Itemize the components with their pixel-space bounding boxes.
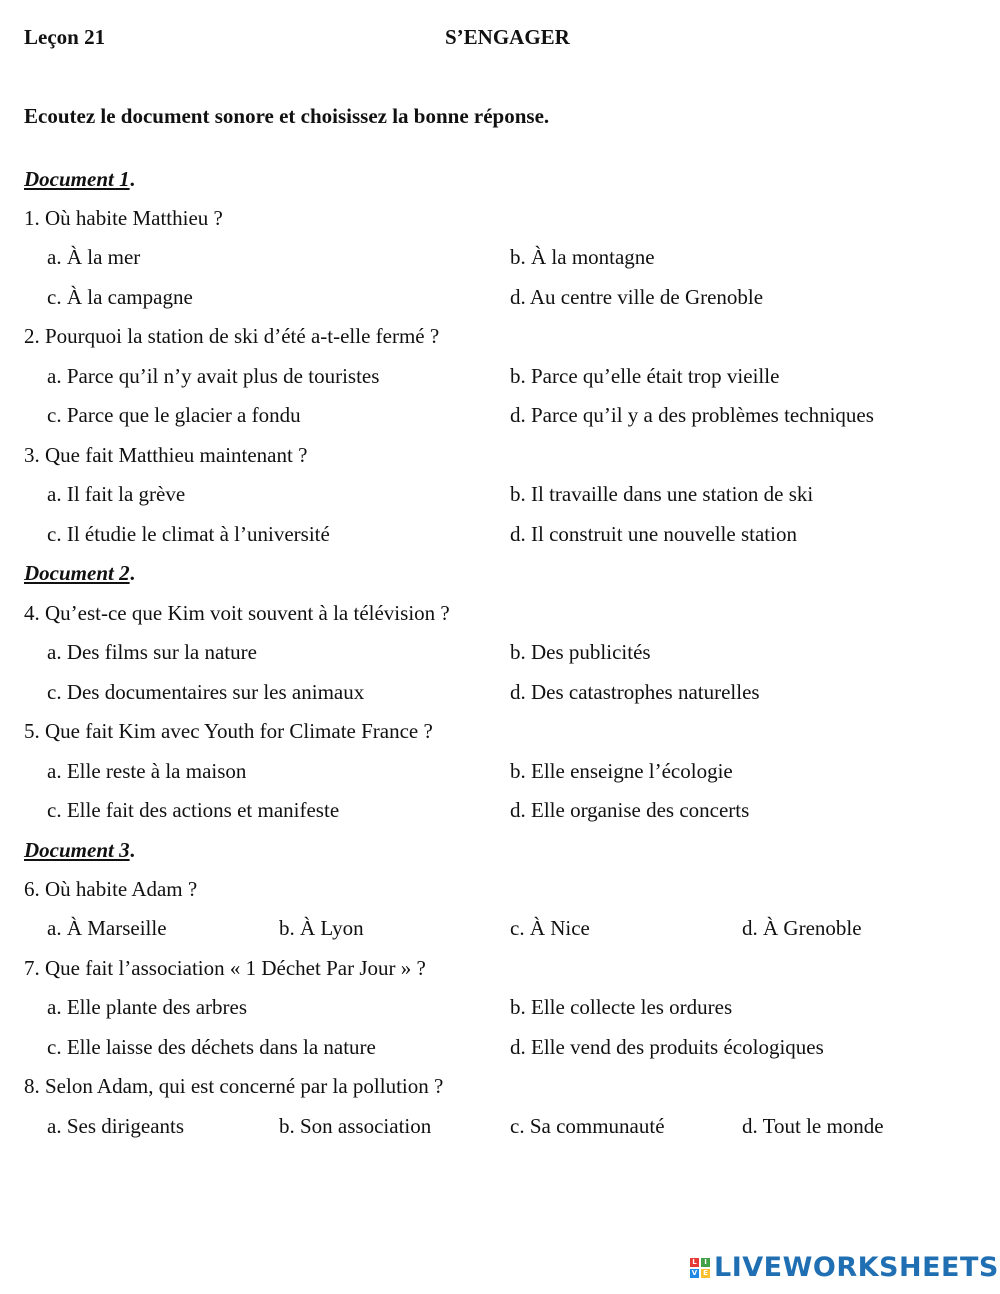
option-4a[interactable]: a. Des films sur la nature [47, 640, 257, 664]
question-6: 6. Où habite Adam ? [24, 877, 198, 901]
option-1d[interactable]: d. Au centre ville de Grenoble [510, 285, 764, 309]
question-1: 1. Où habite Matthieu ? [24, 206, 223, 230]
document-3-heading: Document 3. [24, 838, 135, 862]
option-6c[interactable]: c. À Nice [510, 916, 590, 940]
option-5c[interactable]: c. Elle fait des actions et manifeste [47, 798, 340, 822]
option-3b[interactable]: b. Il travaille dans une station de ski [510, 482, 814, 506]
question-7: 7. Que fait l’association « 1 Déchet Par Jour » ? [24, 956, 426, 980]
option-2b[interactable]: b. Parce qu’elle était trop vieille [510, 364, 780, 388]
liveworksheets-logo-icon: L I V E [690, 1258, 710, 1278]
option-5d[interactable]: d. Elle organise des concerts [510, 798, 750, 822]
lesson-number: Leçon 21 [24, 25, 106, 49]
option-3c[interactable]: c. Il étudie le climat à l’université [47, 522, 330, 546]
question-3: 3. Que fait Matthieu maintenant ? [24, 443, 308, 467]
document-2-heading: Document 2. [24, 561, 135, 585]
question-5: 5. Que fait Kim avec Youth for Climate France ? [24, 719, 433, 743]
option-6a[interactable]: a. À Marseille [47, 916, 167, 940]
option-8a[interactable]: a. Ses dirigeants [47, 1114, 185, 1138]
option-7b[interactable]: b. Elle collecte les ordures [510, 995, 733, 1019]
option-8c[interactable]: c. Sa communauté [510, 1114, 665, 1138]
question-4: 4. Qu’est-ce que Kim voit souvent à la télévision ? [24, 601, 450, 625]
liveworksheets-logo[interactable] [690, 1252, 999, 1283]
instruction: Ecoutez le document sonore et choisissez la bonne réponse. [24, 104, 550, 128]
page-title: S’ENGAGER [445, 25, 570, 49]
option-4c[interactable]: c. Des documentaires sur les animaux [47, 680, 365, 704]
option-7c[interactable]: c. Elle laisse des déchets dans la nature [47, 1035, 376, 1059]
option-2c[interactable]: c. Parce que le glacier a fondu [47, 403, 301, 427]
question-2: 2. Pourquoi la station de ski d’été a-t-elle fermé ? [24, 324, 440, 348]
document-1-heading: Document 1. [24, 167, 135, 191]
question-8: 8. Selon Adam, qui est concerné par la pollution ? [24, 1074, 444, 1098]
option-3a[interactable]: a. Il fait la grève [47, 482, 186, 506]
option-4b[interactable]: b. Des publicités [510, 640, 651, 664]
option-6d[interactable]: d. À Grenoble [742, 916, 862, 940]
option-8b[interactable]: b. Son association [279, 1114, 432, 1138]
option-1a[interactable]: a. À la mer [47, 245, 141, 269]
option-7d[interactable]: d. Elle vend des produits écologiques [510, 1035, 824, 1059]
option-4d[interactable]: d. Des catastrophes naturelles [510, 680, 760, 704]
option-5b[interactable]: b. Elle enseigne l’écologie [510, 759, 733, 783]
option-3d[interactable]: d. Il construit une nouvelle station [510, 522, 797, 546]
option-1c[interactable]: c. À la campagne [47, 285, 193, 309]
option-6b[interactable]: b. À Lyon [279, 916, 364, 940]
option-2d[interactable]: d. Parce qu’il y a des problèmes techniques [510, 403, 874, 427]
option-1b[interactable]: b. À la montagne [510, 245, 655, 269]
option-5a[interactable]: a. Elle reste à la maison [47, 759, 247, 783]
option-2a[interactable]: a. Parce qu’il n’y avait plus de touristes [47, 364, 380, 388]
option-7a[interactable]: a. Elle plante des arbres [47, 995, 247, 1019]
option-8d[interactable]: d. Tout le monde [742, 1114, 884, 1138]
liveworksheets-logo-text: LIVEWORKSHEETS [714, 1252, 999, 1283]
